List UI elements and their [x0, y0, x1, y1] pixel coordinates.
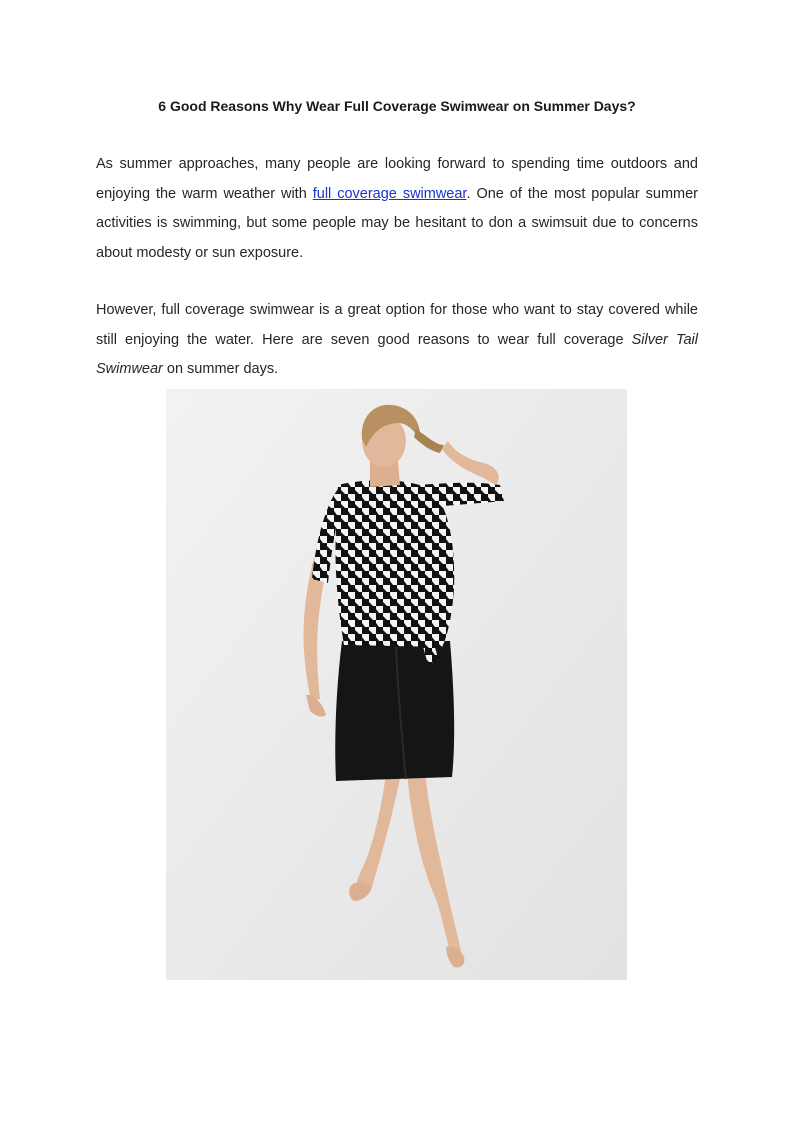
page-title: 6 Good Reasons Why Wear Full Coverage Swimwear on Summer Days? — [158, 98, 636, 114]
brand-emphasis: Silver Tail Swimwear — [96, 331, 698, 377]
model-illustration — [166, 389, 627, 980]
second-text-end: on summer days. — [162, 361, 279, 377]
second-text-start: However, full coverage swimwear is a great option for those who want to stay covered while still enjoying the water. Here are seven good reasons to wear full coverage — [96, 302, 698, 348]
intro-text-start: As summer approaches, many people are looking forward to spending time outdoors and enjoying the warm weather with — [96, 156, 698, 202]
full-coverage-swimwear-link[interactable]: full coverage swimwear — [312, 185, 467, 202]
product-photo — [166, 389, 627, 980]
black-swim-skirt — [335, 641, 454, 781]
second-paragraph — [96, 296, 698, 385]
intro-text-end: . One of the most popular summer activities is swimming, but some people may be hesitant to don a swimsuit due to concerns about modesty or sun exposure. — [96, 185, 698, 261]
intro-paragraph — [96, 150, 698, 268]
